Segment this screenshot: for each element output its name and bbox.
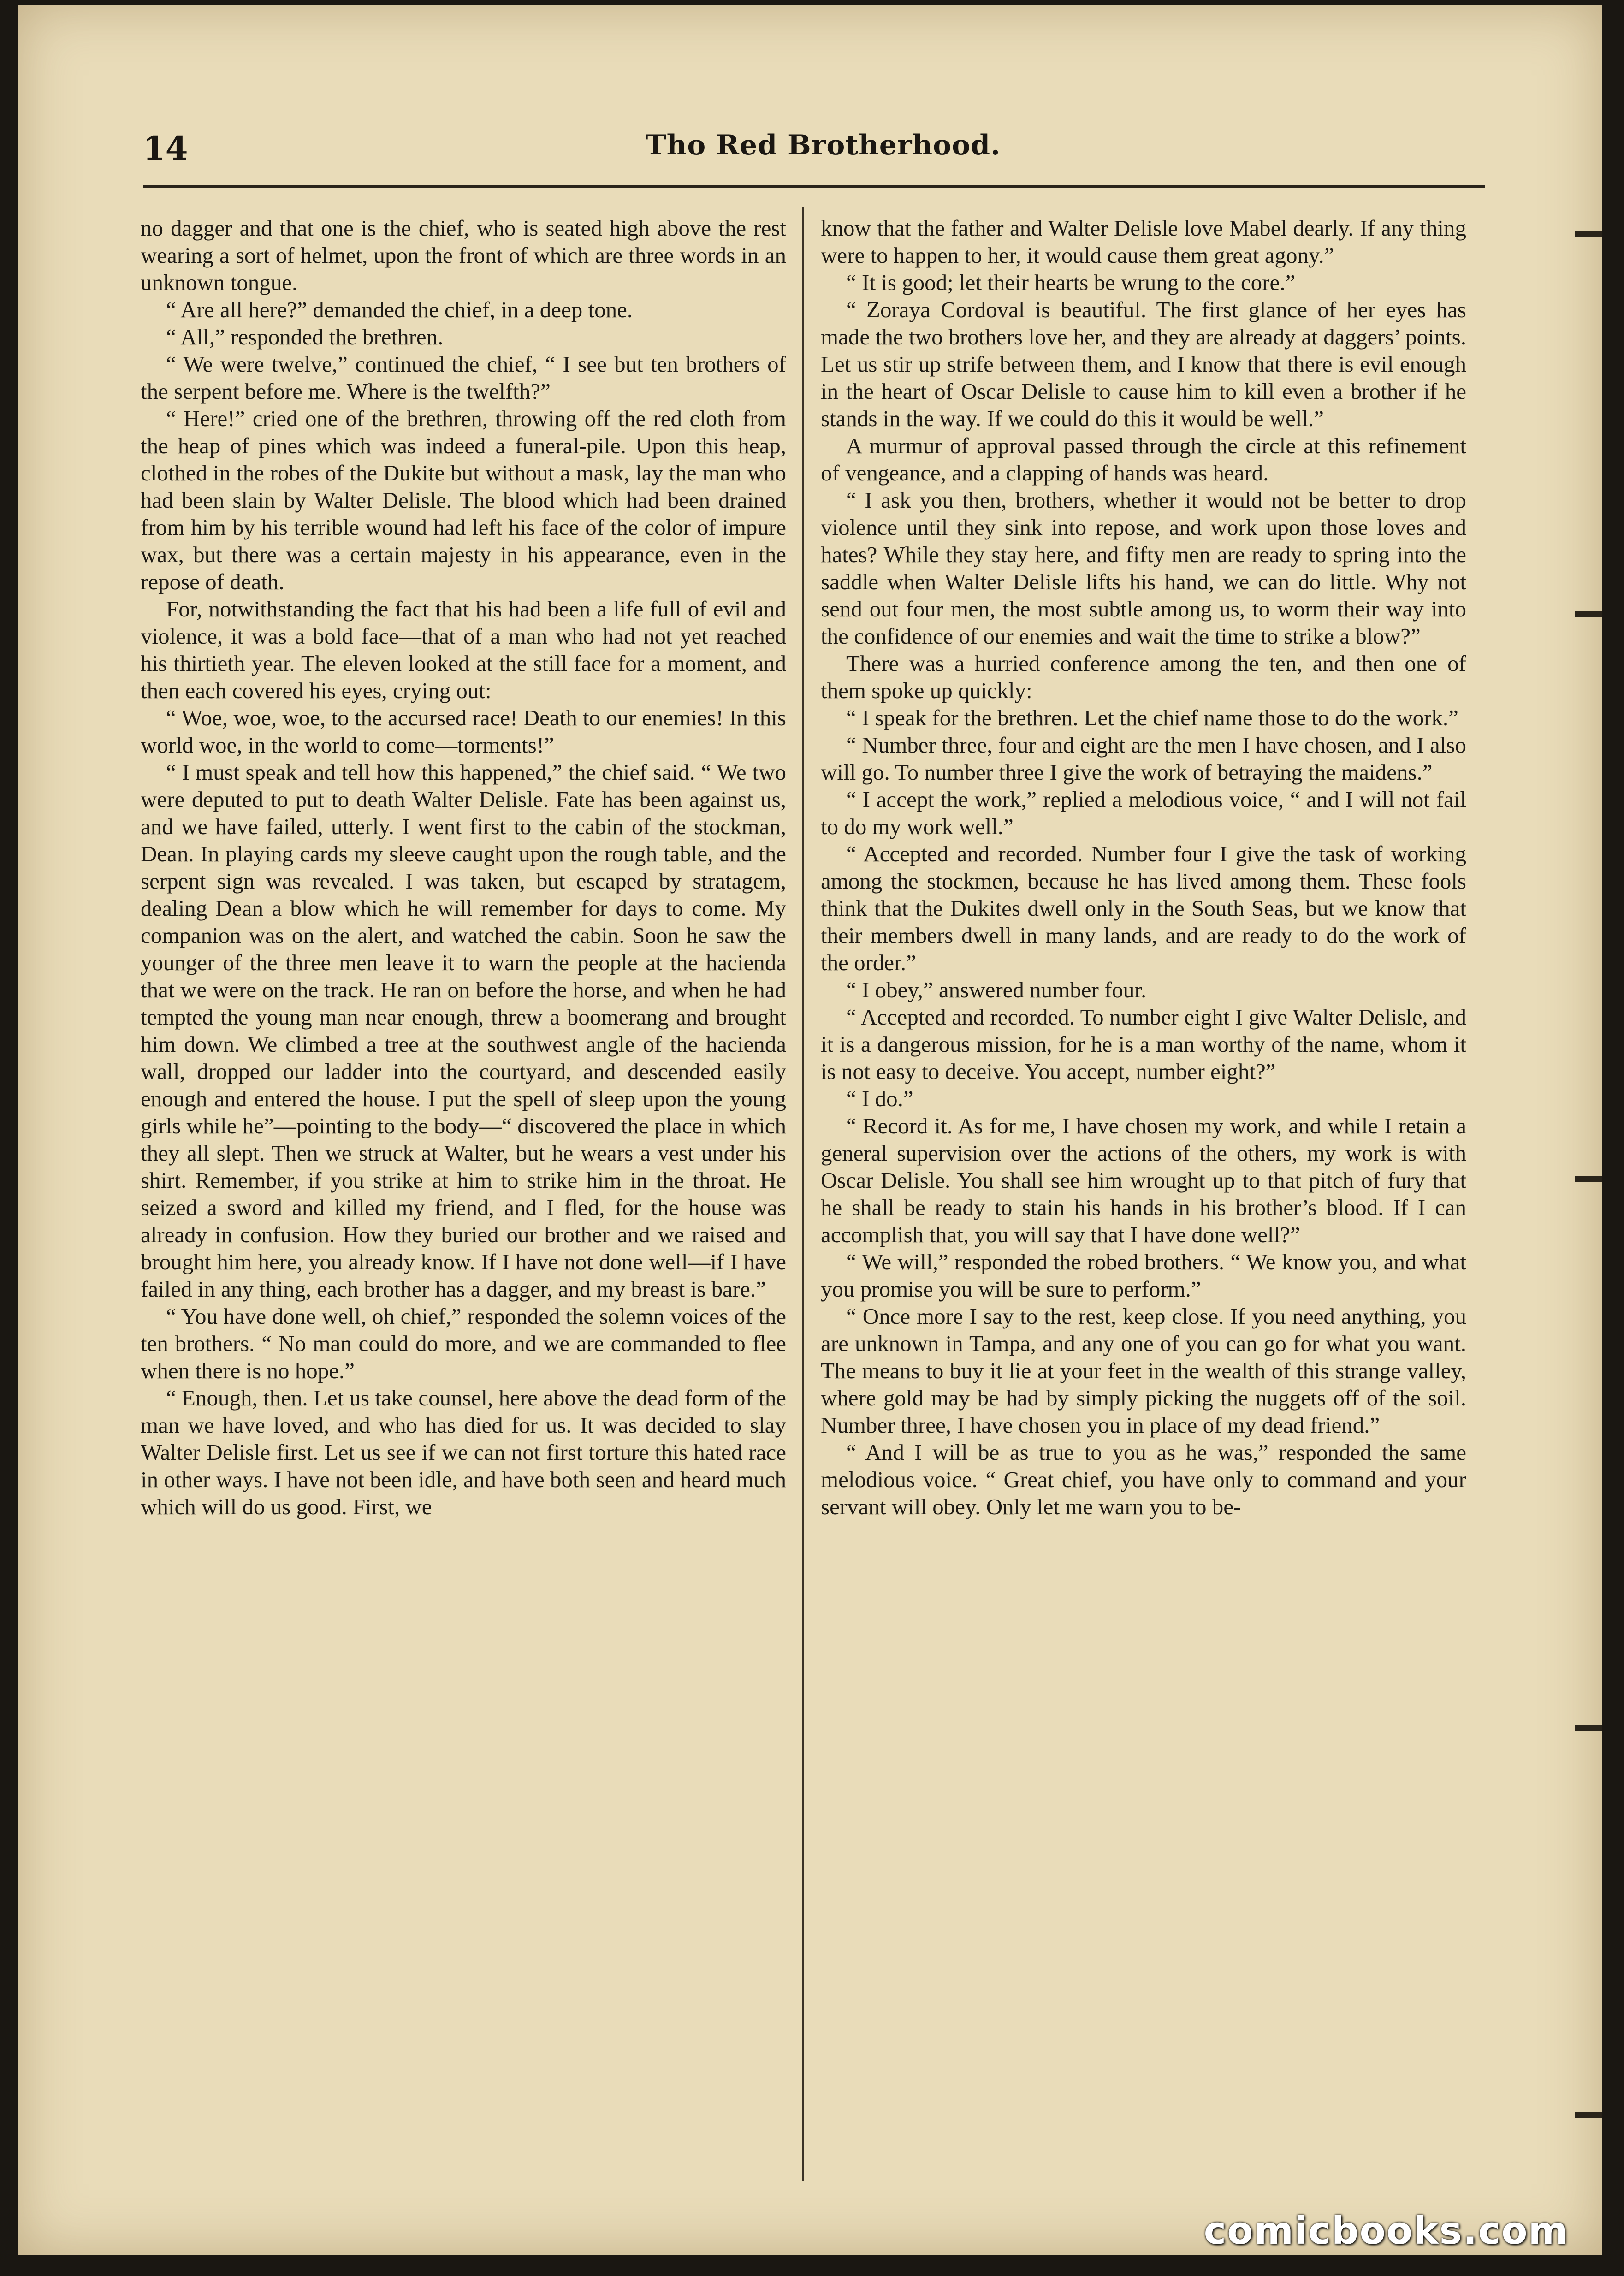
binding-mark [1575,231,1602,237]
binding-mark [1575,611,1602,617]
paragraph: “ It is good; let their hearts be wrung to the core.” [846,270,1296,295]
page-header [143,129,1503,180]
paragraph: “ Accepted and recorded. Number four I give the task of working among the stockmen, because he has lived among them. These fools think that the Dukites dwell only in the South Seas, but we know that their members dwell in many lands, and are ready to do the work of the order.” [821,841,1466,975]
left-text-column [141,214,786,1520]
paragraph: A murmur of approval passed through the circle at this refinement of vengeance, and a clapping of hands was heard. [821,433,1466,486]
paragraph: “ Accepted and recorded. To number eight I give Walter Delisle, and it is a dangerous mission, for he is a man worthy of the name, whom it is not easy to deceive. You accept, number eight?” [821,1004,1466,1084]
paragraph: no dagger and that one is the chief, who is seated high above the rest wearing a sort of helmet, upon the front of which are three words in an unknown tongue. [141,215,786,295]
right-text-column [821,214,1466,1520]
site-watermark: comicbooks.com [1203,2209,1569,2253]
running-title: Tho Red Brotherhood. [645,129,1001,161]
paragraph: “ We were twelve,” continued the chief, “ I see but ten brothers of the serpent before me. Where is the twelfth?” [141,351,786,404]
paragraph: “ Once more I say to the rest, keep close. If you need anything, you are unknown in Tampa, and any one of you can go for what you want. The means to buy it lie at your feet in the wealth of this strange valley, where gold may be had by simply picking the nuggets off of the soil. Number three, I have chosen you in place of my dead friend.” [821,1304,1466,1438]
paragraph: know that the father and Walter Delisle love Mabel dearly. If any thing were to happen to her, it would cause them great agony.” [821,215,1466,268]
paragraph: “ I accept the work,” replied a melodious voice, “ and I will not fail to do my work well.” [821,787,1466,839]
paragraph: “ I do.” [846,1086,913,1111]
paragraph: “ And I will be as true to you as he was,” responded the same melodious voice. “ Great chief, you have only to command and your servant will obey. Only let me warn you to be- [821,1440,1466,1519]
paragraph: “ We will,” responded the robed brothers. “ We know you, and what you promise you will be sure to perform.” [821,1249,1466,1302]
page-number: 14 [143,129,188,167]
paragraph: There was a hurried conference among the ten, and then one of them spoke up quickly: [821,651,1466,703]
paragraph: “ Are all here?” demanded the chief, in a deep tone. [166,297,633,322]
paragraph: “ Here!” cried one of the brethren, throwing off the red cloth from the heap of pines which was indeed a funeral-pile. Upon this heap, clothed in the robes of the Dukite but without a mask, lay the man who had been slain by Walter Delisle. The blood which had been drained from him by his terrible wound had left his face of the color of impure wax, but there was a certain majesty in his appearance, even in the repose of death. [141,406,786,594]
paragraph: “ I must speak and tell how this happened,” the chief said. “ We two were deputed to put to death Walter Delisle. Fate has been against us, and we have failed, utterly. I went first to the cabin of the stockman, Dean. In playing cards my sleeve caught upon the rough table, and the serpent sign was revealed. I was taken, but escaped by stratagem, dealing Dean a blow which he will remember for days to come. My companion was on the alert, and watched the cabin. Soon he saw the younger of the three men leave it to warn the people at the hacienda that we were on the track. He ran on before the horse, and when he had tempted the young man near enough, threw a boomerang and brought him down. We climbed a tree at the southwest angle of the hacienda wall, dropped our ladder into the courtyard, and descended easily enough and entered the house. I put the spell of sleep upon the young girls while he”—pointing to the body—“ discovered the place in which they all slept. Then we struck at Walter, but he wears a vest under his shirt. Remember, if you strike at him to strike him in the throat. He seized a sword and killed my friend, and I fled, for the house was already in confusion. How they buried our brother and we raised and brought him here, you already know. If I have not done well—if I have failed in any thing, each brother has a dagger, and my breast is bare.” [141,759,786,1302]
paragraph: “ All,” responded the brethren. [166,324,444,350]
header-rule [143,185,1485,188]
paragraph: “ Number three, four and eight are the men I have chosen, and I also will go. To number three I give the work of betraying the maidens.” [821,732,1466,785]
binding-mark [1575,2112,1602,2118]
paragraph: “ I speak for the brethren. Let the chief name those to do the work.” [846,705,1458,730]
binding-mark [1575,1725,1602,1731]
paragraph: For, notwithstanding the fact that his had been a life full of evil and violence, it was a bold face—that of a man who had not yet reached his thirtieth year. The eleven looked at the still face for a moment, and then each covered his eyes, crying out: [141,596,786,703]
paragraph: “ Woe, woe, woe, to the accursed race! Death to our enemies! In this world woe, in the world to come—torments!” [141,705,786,758]
paragraph: “ Record it. As for me, I have chosen my work, and while I retain a general supervision over the actions of the others, my work is with Oscar Delisle. You shall see him wrought up to that pitch of fury that he shall be ready to stain his hands in his brother’s blood. If I can accomplish that, you will say that I have done well?” [821,1113,1466,1247]
paragraph: “ I obey,” answered number four. [846,977,1147,1002]
paragraph: “ Zoraya Cordoval is beautiful. The first glance of her eyes has made the two brothers love her, and they are already at daggers’ points. Let us stir up strife between them, and I know that there is evil enough in the heart of Oscar Delisle to cause him to kill even a brother if he stands in the way. If we could do this it would be well.” [821,297,1466,431]
book-page [18,5,1602,2255]
paragraph: “ You have done well, oh chief,” responded the solemn voices of the ten brothers. “ No man could do more, and we are commanded to flee when there is no hope.” [141,1304,786,1383]
paragraph: “ I ask you then, brothers, whether it would not be better to drop violence until they sink into repose, and work upon those loves and hates? While they stay here, and fifty men are ready to spring into the saddle when Walter Delisle lifts his hand, we can do little. Why not send out four men, the most subtle among us, to worm their way into the confidence of our enemies and wait the time to strike a blow?” [821,487,1466,649]
paragraph: “ Enough, then. Let us take counsel, here above the dead form of the man we have loved, and who has died for us. It was decided to slay Walter Delisle first. Let us see if we can not first torture this hated race in other ways. I have not been idle, and have both seen and heard much which will do us good. First, we [141,1385,786,1519]
binding-mark [1575,1176,1602,1182]
column-divider [802,207,804,2181]
